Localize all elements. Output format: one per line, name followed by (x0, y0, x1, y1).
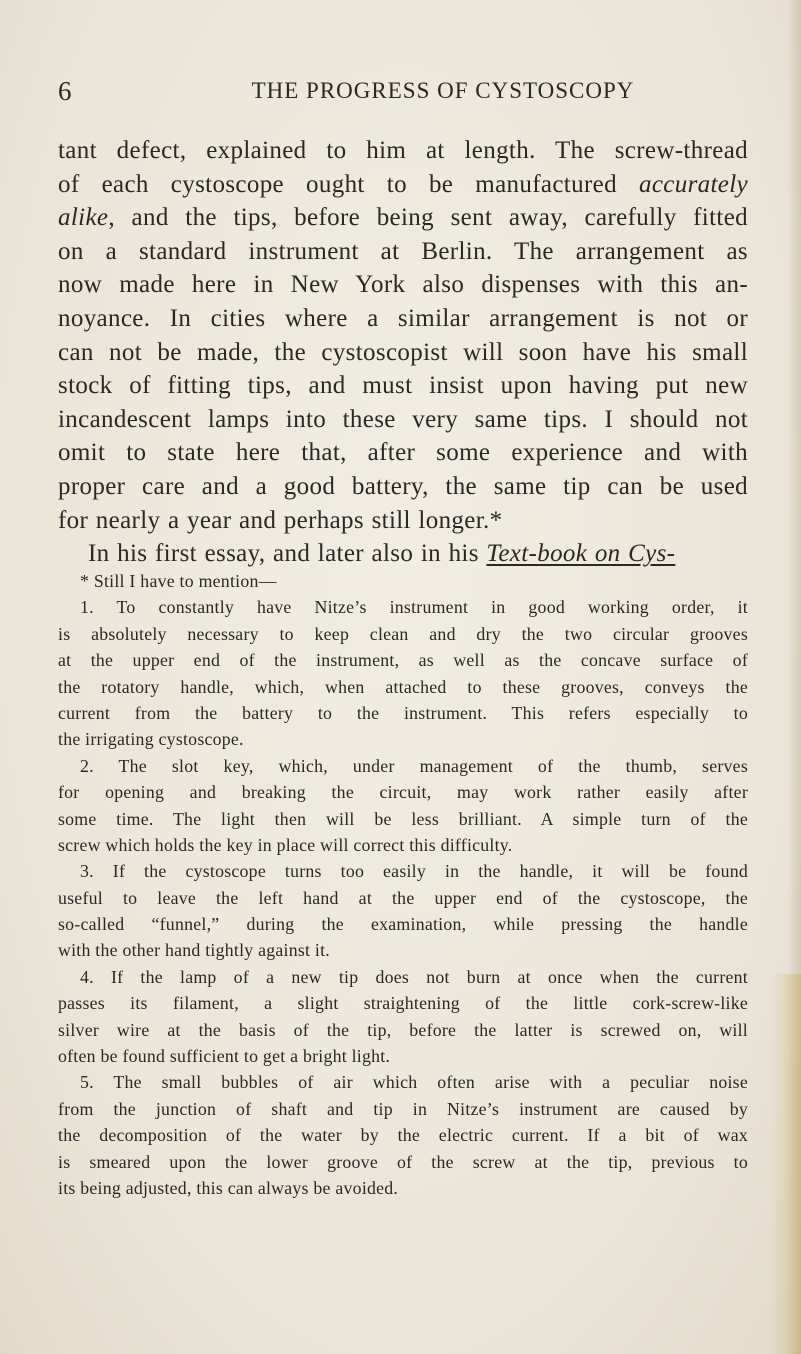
body-line-text: of each cystoscope ought to be manufactured (58, 170, 617, 198)
footnote-line: is smeared upon the lower groove of the screw at the tip, previous to (58, 1151, 748, 1172)
footnote-line: current from the battery to the instrument. This refers especially to (58, 702, 748, 723)
running-head: THE PROGRESS OF CYSTOSCOPY (251, 78, 635, 103)
page-edge-stain (771, 974, 801, 1354)
footnote-line: useful to leave the left hand at the upper end of the cystoscope, the (58, 887, 748, 908)
body-line (58, 168, 748, 202)
page-header (58, 74, 748, 108)
body-line (58, 537, 748, 571)
footnotes (58, 568, 748, 1201)
footnote-line: 4. If the lamp of a new tip does not burn at once when the current (80, 966, 748, 987)
footnote-line: 3. If the cystoscope turns too easily in the handle, it will be found (80, 861, 748, 882)
footnote-line: silver wire at the basis of the tip, before the latter is screwed on, will (58, 1019, 748, 1040)
body-line-text: In his first essay, and later also in his (88, 540, 479, 568)
footnote-line: 2. The slot key, which, under management of the thumb, serves (80, 755, 748, 776)
footnote-line: 5. The small bubbles of air which often arise with a peculiar noise (80, 1072, 748, 1093)
page-number: 6 (58, 76, 72, 106)
body-line: can not be made, the cystoscopist will soon have his small (58, 338, 748, 366)
body-line-text: , and the tips, before being sent away, carefully fitted (108, 204, 748, 232)
footnote-line: so-called “funnel,” during the examination, while pressing the handle (58, 914, 748, 935)
footnote-intro: * Still I have to mention— (80, 571, 277, 591)
body-line: on a standard instrument at Berlin. The arrangement as (58, 237, 748, 265)
body-line: tant defect, explained to him at length. The screw-thread (58, 137, 748, 164)
footnote-line: from the junction of shaft and tip in Nitze’s instrument are caused by (58, 1098, 748, 1119)
footnote-line: 1. To constantly have Nitze’s instrument in good working order, it (80, 597, 748, 618)
book-title-reference: Text-book on Cys- (486, 540, 676, 568)
body-line (58, 201, 748, 235)
footnote-line: is absolutely necessary to keep clean and dry the two circular grooves (58, 623, 748, 644)
footnote-line: the rotatory handle, which, when attached to these grooves, conveys the (58, 676, 748, 697)
body-line: noyance. In cities where a similar arrangement is not or (58, 304, 748, 332)
body-line: proper care and a good battery, the same tip can be used (58, 472, 748, 500)
body-line: stock of fitting tips, and must insist upon having put new (58, 372, 748, 400)
emphasis-accurately: accurately (638, 170, 748, 198)
body-text (58, 134, 748, 571)
footnote-line: screw which holds the key in place will correct this difficulty. (58, 834, 513, 855)
body-line: omit to state here that, after some experience and with (58, 439, 748, 467)
footnote-line: its being adjusted, this can always be avoided. (58, 1177, 399, 1198)
body-line: incandescent lamps into these very same tips. I should not (58, 405, 748, 433)
footnote-line: with the other hand tightly against it. (58, 940, 330, 961)
footnote-line: passes its filament, a slight straightening of the little cork-screw-like (58, 993, 748, 1014)
footnote-line: at the upper end of the instrument, as well as the concave surface of (58, 650, 748, 671)
footnote-line: the irrigating cystoscope. (58, 729, 244, 750)
footnote-line: for opening and breaking the circuit, may work rather easily after (58, 782, 748, 803)
body-line: now made here in New York also dispenses with this an- (58, 271, 748, 299)
body-line: for nearly a year and perhaps still longer.* (58, 506, 503, 534)
footnote-line: some time. The light then will be less brilliant. A simple turn of the (58, 808, 748, 829)
footnote-line: often be found sufficient to get a bright light. (58, 1046, 391, 1067)
footnote-line: the decomposition of the water by the electric current. If a bit of wax (58, 1125, 748, 1146)
emphasis-alike: alike (58, 204, 109, 232)
